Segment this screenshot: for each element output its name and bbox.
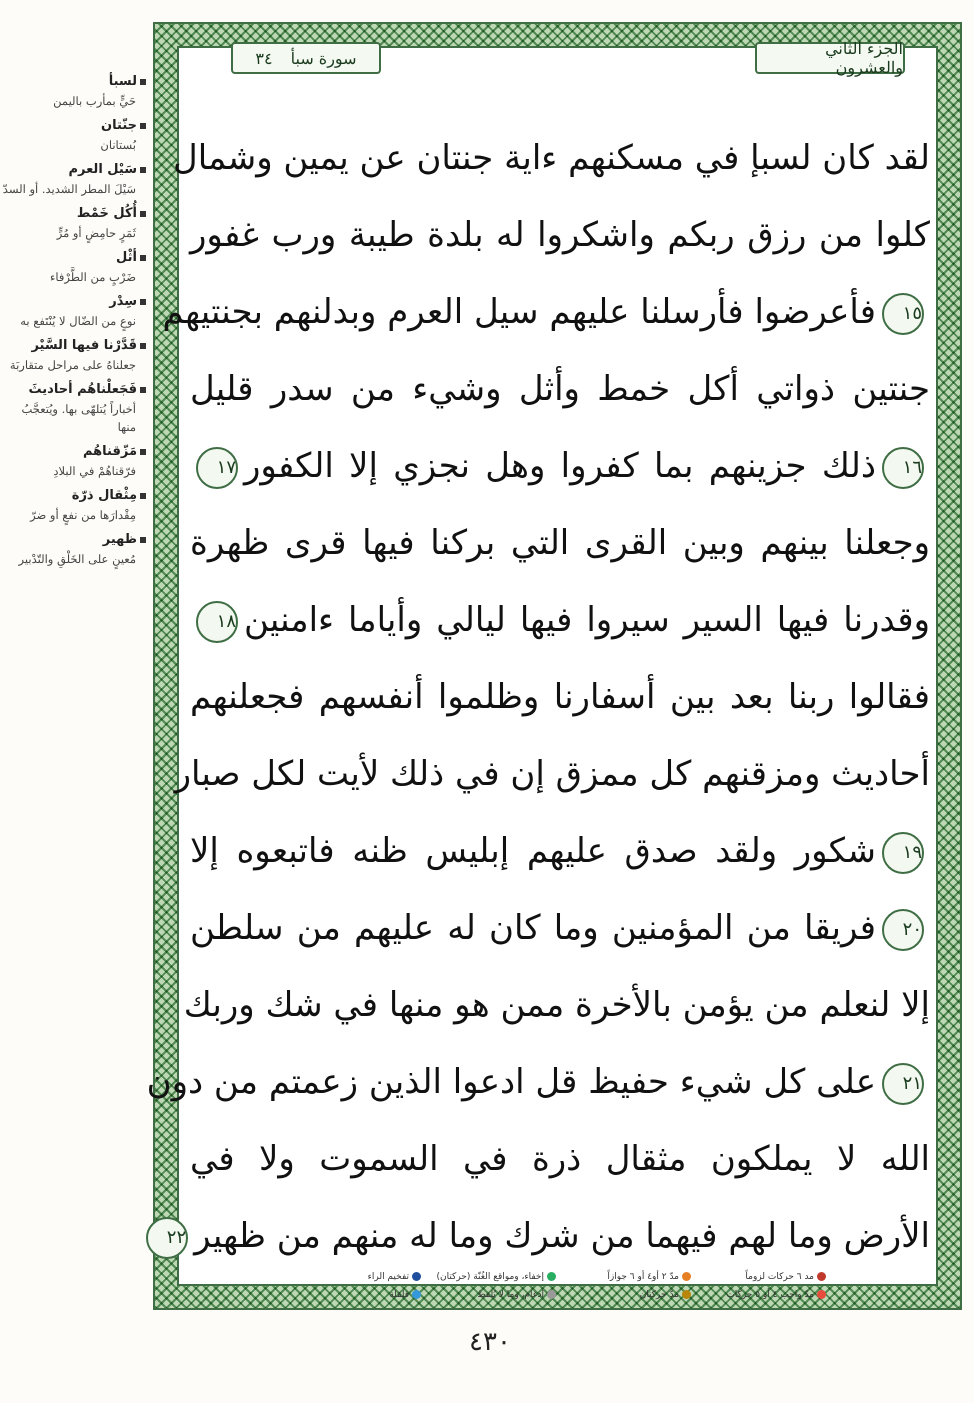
- text-line: ٢٠فريقا من المؤمنين وما كان له عليهم من سلطن: [190, 890, 930, 967]
- legend-dot: [682, 1290, 691, 1299]
- text-line: إلا لنعلم من يؤمن بالأخرة ممن هو منها في شك وربك: [183, 985, 930, 1025]
- glossary-definition: جعلناهُ على مراحل متقاربَة: [9, 358, 136, 372]
- legend-dot: [412, 1290, 421, 1299]
- text-line: ١٥فأعرضوا فأرسلنا عليهم سيل العرم وبدلنهم بجنتيهم: [190, 274, 930, 351]
- glossary-word: قَدَّرْنا فيها السَّيْر: [0, 336, 146, 356]
- glossary-entry: [0, 248, 146, 286]
- glossary-entry: [0, 442, 146, 480]
- glossary-word: لسبأ: [0, 72, 146, 92]
- glossary-entry: [0, 204, 146, 242]
- text-line: وقدرنا فيها السير سيروا فيها ليالي وأياما ءامنين١٨: [190, 582, 930, 659]
- legend-item: إخفاء، ومواقع الغُنّة (حركتان): [426, 1268, 556, 1286]
- glossary-word: مَزّقناهُم: [0, 442, 146, 462]
- glossary-definition: بُستانان: [100, 138, 136, 152]
- legend-column: [696, 1268, 826, 1308]
- legend-item: مدّ ٢ أو٤ أو ٦ جوازاً: [561, 1268, 691, 1286]
- glossary-entry: [0, 380, 146, 436]
- legend-dot: [547, 1272, 556, 1281]
- legend-dot: [547, 1290, 556, 1299]
- glossary-definition: ثَمَرٍ حامِضٍ أو مُرٍّ: [56, 226, 136, 240]
- juz-label: [755, 39, 905, 77]
- legend-dot: [682, 1272, 691, 1281]
- legend-column: [561, 1268, 691, 1308]
- glossary-word: سِدْر: [0, 292, 146, 312]
- text-line: لقد كان لسبإ في مسكنهم ءاية جنتان عن يمين وشمال: [172, 138, 930, 178]
- legend-item: مدّ واجب ٤ أو ٥ حركات: [696, 1286, 826, 1304]
- text-line: كلوا من رزق ربكم واشكروا له بلدة طيبة ورب غفور: [190, 215, 930, 255]
- text-line: ١٦ذلك جزينهم بما كفروا وهل نجزي إلا الكفور١٧: [190, 428, 930, 505]
- legend-dot: [412, 1272, 421, 1281]
- tajweed-legend: [286, 1268, 826, 1308]
- text-line: وجعلنا بينهم وبين القرى التي بركنا فيها قرى ظهرة: [190, 523, 930, 563]
- glossary-word: فَجَعلْناهُم أحاديثَ: [0, 380, 146, 400]
- ayah-number: ١٥: [882, 293, 924, 335]
- glossary-definition: مِقْدارَها من نفعٍ أو ضرّ: [30, 508, 136, 522]
- glossary-entry: [0, 72, 146, 110]
- legend-item: مد ٦ حركات لزوماً: [696, 1268, 826, 1286]
- text-line: الأرض وما لهم فيهما من شرك وما له منهم من ظهير٢٢: [190, 1198, 930, 1275]
- glossary-definition: مُعينٍ على الخَلْقِ والتّدْبير: [18, 552, 136, 566]
- text-line: ١٩شكور ولقد صدق عليهم إبليس ظنه فاتبعوه إلا: [190, 813, 930, 890]
- page-header: [205, 38, 905, 78]
- glossary-entry: [0, 336, 146, 374]
- glossary-word: سَيْل العرم: [0, 160, 146, 180]
- glossary-word: جنّتان: [0, 116, 146, 136]
- glossary-word: أثْل: [0, 248, 146, 268]
- legend-dot: [817, 1272, 826, 1281]
- glossary-entry: [0, 292, 146, 330]
- ayah-number: ٢٠: [882, 909, 924, 951]
- legend-item: تفخيم الراء: [291, 1268, 421, 1286]
- text-line: الله لا يملكون مثقال ذرة في السموت ولا في: [190, 1139, 930, 1179]
- glossary-entry: [0, 530, 146, 568]
- glossary-entry: [0, 116, 146, 154]
- glossary-word: أُكُل خَمْط: [0, 204, 146, 224]
- margin-glossary: [0, 72, 146, 992]
- glossary-definition: حَيٍّ بمأرب باليمن: [53, 94, 136, 108]
- juz-name: الجزء الثاني والعشرون: [825, 39, 903, 77]
- glossary-word: مِثْقال ذرّة: [0, 486, 146, 506]
- page-number: ٤٣٠: [469, 1327, 511, 1357]
- text-line: أحاديث ومزقنهم كل ممزق إن في ذلك لأيت لكل صبار: [174, 754, 930, 794]
- ayah-number: ١٨: [196, 601, 238, 643]
- glossary-word: ظهير: [0, 530, 146, 550]
- legend-item: ادغام، وما لا يُلفظ: [426, 1286, 556, 1304]
- ayah-number: ١٦: [882, 447, 924, 489]
- glossary-definition: سَيْلَ المطر الشديد. أو السدّ: [2, 182, 136, 196]
- surah-label: [231, 42, 381, 74]
- glossary-definition: نوعٍ من الضّال لا يُنْتَفع به: [20, 314, 136, 328]
- surah-number: ٣٤: [255, 48, 273, 68]
- glossary-definition: أخباراً يُتلهّى بها. ويُتعجَّبُ منها: [21, 402, 136, 434]
- ayah-number: ٢١: [882, 1063, 924, 1105]
- text-line: جنتين ذواتي أكل خمط وأثل وشيء من سدر قليل: [190, 369, 930, 409]
- legend-item: مدّ حركتان: [561, 1286, 691, 1304]
- text-line: ٢١على كل شيء حفيظ قل ادعوا الذين زعمتم من دون: [190, 1044, 930, 1121]
- text-line: فقالوا ربنا بعد بين أسفارنا وظلموا أنفسهم فجعلنهم: [190, 677, 930, 717]
- quran-text: [146, 120, 930, 1260]
- legend-column: [426, 1268, 556, 1308]
- ayah-number: ٢٢: [146, 1217, 188, 1259]
- glossary-entry: [0, 160, 146, 198]
- legend-column: [291, 1268, 421, 1308]
- glossary-entry: [0, 486, 146, 524]
- legend-item: قلقلة: [291, 1286, 421, 1304]
- glossary-definition: ضَرْبٍ من الطَّرْفاء: [49, 270, 136, 284]
- ayah-number: ١٩: [882, 832, 924, 874]
- glossary-definition: فرّقناهُمْ في البلادِ: [53, 464, 136, 478]
- ayah-number: ١٧: [196, 447, 238, 489]
- surah-name: سورة سبأ: [290, 48, 357, 68]
- legend-dot: [817, 1290, 826, 1299]
